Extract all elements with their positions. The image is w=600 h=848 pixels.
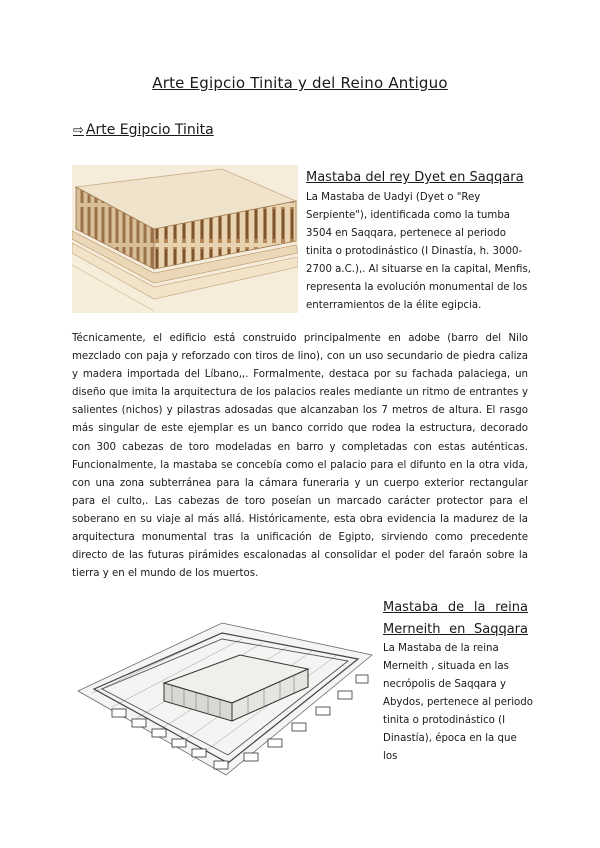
arrow-icon: ⇨ <box>73 123 84 138</box>
section-heading <box>73 122 214 138</box>
mastaba-merneith-drawing <box>72 603 376 785</box>
mastaba-merneith-image <box>72 603 376 785</box>
mastaba-merneith-side-text: La Mastaba de la reina Merneith , situada en las necrópolis de Saqqara y Abydos, pertenece al periodo tinita o protodinástico (I Dinastía), época en la que los <box>383 643 533 762</box>
page-title: Arte Egipcio Tinita y del Reino Antiguo <box>152 74 448 92</box>
mastaba-dyet-image <box>72 165 298 313</box>
mastaba-dyet-heading: Mastaba del rey Dyet en Saqqara <box>306 170 524 185</box>
mastaba-merneith-heading: Mastaba de la reina Merneith en Saqqara <box>383 600 528 637</box>
mastaba-dyet-body-text: Técnicamente, el edificio está construido principalmente en adobe (barro del Nilo mezclado con paja y reforzado con tiros de lino), con un uso secundario de piedra caliza y madera importada del Líbano,,. Formalmente, destaca por su fachada palaciega, un diseño que imita la arquitectura de los palacios reales mediante un ritmo de entrantes y salientes (nichos) y pilastras adosadas que alcanzaban los 7 metros de altura. El rasgo más singular de este ejemplar es un banco corrido que rodea la estructura, decorado con 300 cabezas de toro modeladas en barro y completadas con estas auténticas. Funcionalmente, la mastaba se concebía como el palacio para el difunto en la otra vida, con una zona subterránea para la cámara funeraria y un cuerpo exterior rectangular para el culto,. Las cabezas de toro poseían un marcado carácter protector para el soberano en su viaje al más allá. Históricamente, esta obra evidencia la madurez de la arquitectura monumental tras la unificación de Egipto, sirviendo como precedente directo de las futuras pirámides escalonadas al consolidar el poder del faraón sobre la tierra y en el mundo de los muertos. <box>72 333 528 580</box>
section-heading-label: Arte Egipcio Tinita <box>85 122 214 138</box>
mastaba-dyet-drawing <box>72 165 298 313</box>
mastaba-dyet-side-text: La Mastaba de Uadyi (Dyet o "Rey Serpiente"), identificada como la tumba 3504 en Saqqara, pertenece al periodo tinita o protodinástico (I Dinastía, h. 3000-2700 a.C.),. Al situarse en la capital, Menfis, representa la evolución monumental de los enterramientos de la élite egipcia. <box>306 192 531 311</box>
